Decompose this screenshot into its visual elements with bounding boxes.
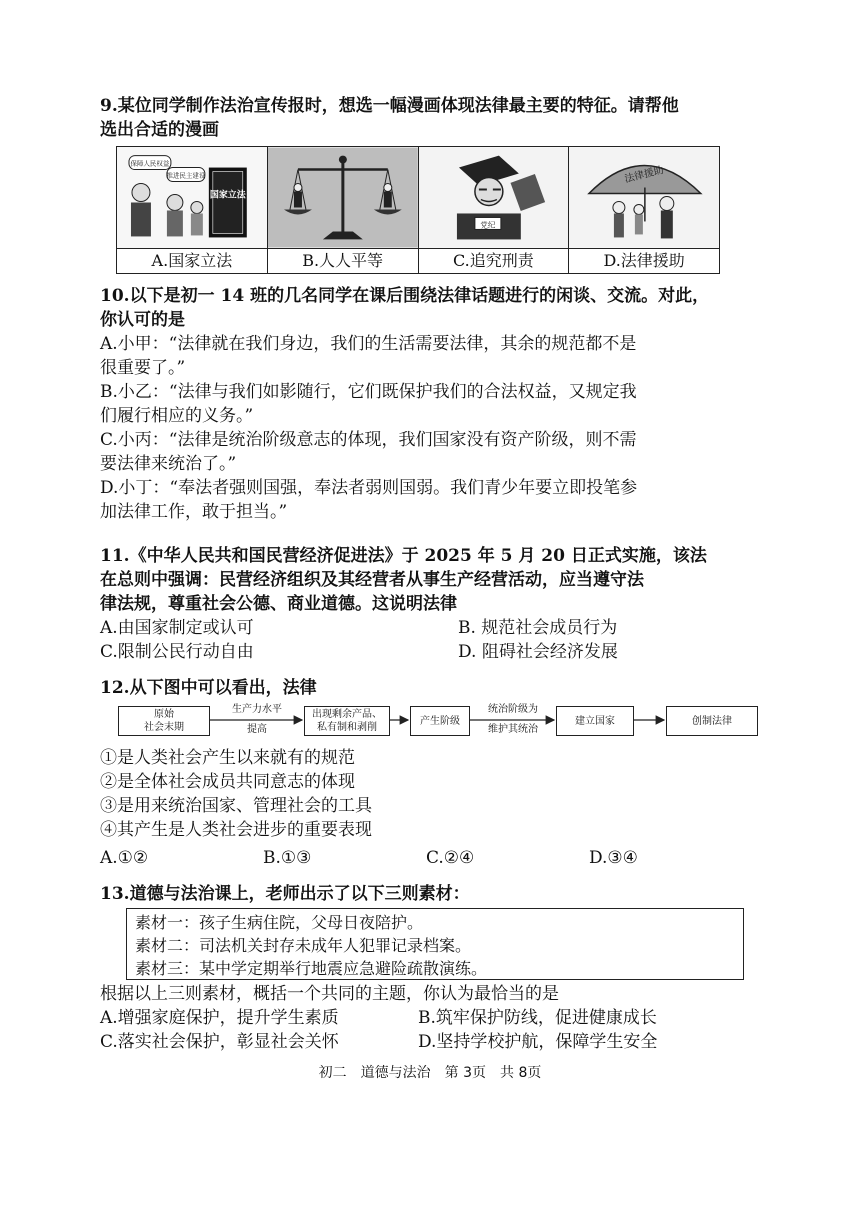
question-12-statement-2: ②是全体社会成员共同意志的体现 [100, 772, 355, 792]
comic-c-image [419, 147, 569, 249]
question-13-option-d: D.坚持学校护航，保障学生安全 [418, 1032, 658, 1052]
flow-box1-line2: 社会末期 [144, 722, 184, 733]
flow-box3-label: 产生阶级 [420, 715, 460, 727]
question-13-stem: 13.道德与法治课上，老师出示了以下三则素材： [100, 884, 470, 904]
question-10-stem-line1: 10.以下是初一 14 班的几名同学在课后围绕法律话题进行的闲谈、交流。对此， [100, 286, 710, 306]
comic-panel-b [268, 147, 419, 273]
question-9-stem-line1: 9.某位同学制作法治宣传报时，想选一幅漫画体现法律最主要的特征。请帮他 [100, 96, 679, 116]
question-13-materials-box [126, 908, 744, 980]
comic-a-book-title: 国家立法 [209, 190, 246, 201]
question-10-option-b-line1: B.小乙：“法律与我们如影随行，它们既保护我们的合法权益，又规定我 [100, 382, 637, 402]
option-d-caption: D.法律援助 [603, 251, 685, 270]
question-10 [100, 284, 760, 524]
option-a-caption: A.国家立法 [151, 251, 233, 270]
comic-a-bubble1: 保障人民权益 [130, 159, 170, 168]
option-b-caption: B.人人平等 [302, 251, 384, 270]
flow-box-state [556, 706, 634, 736]
comic-a-bubble2: 推进民主建设 [166, 171, 206, 180]
flow-box-primitive-society [118, 706, 210, 736]
question-12-statements [100, 746, 760, 870]
question-13-options-row2 [100, 1030, 760, 1054]
comic-strip [116, 146, 720, 274]
comic-a-drawing [117, 147, 267, 248]
comic-panel-c [419, 147, 570, 273]
question-11-stem-line3: 律法规，尊重社会公德、商业道德。这说明法律 [100, 594, 457, 614]
comic-d-umbrella-text: 法律援助 [623, 164, 666, 186]
question-12-option-c: C.②④ [426, 848, 475, 868]
question-12-stem: 12.从下图中可以看出，法律 [100, 678, 317, 698]
question-11-stem-line1: 11.《中华人民共和国民营经济促进法》于 2025 年 5 月 20 日正式实施，该法 [100, 546, 707, 566]
question-13-body [100, 982, 760, 1054]
question-11 [100, 544, 760, 664]
question-12-options [100, 846, 760, 870]
comic-c-drawing [419, 147, 569, 248]
question-13-options-row1 [100, 1006, 760, 1030]
flow-arrow1-top-label: 生产力水平 [232, 704, 282, 715]
comic-a-image [117, 147, 267, 249]
question-13 [100, 882, 760, 906]
question-12-statement-4: ④其产生是人类社会进步的重要表现 [100, 820, 372, 840]
flow-box5-label: 创制法律 [692, 715, 732, 727]
question-11-option-b: B. 规范社会成员行为 [458, 618, 618, 638]
question-12-statement-3: ③是用来统治国家、管理社会的工具 [100, 796, 372, 816]
comic-b-drawing [268, 147, 418, 248]
question-13-material-1: 素材一：孩子生病住院，父母日夜陪护。 [135, 913, 424, 932]
question-12-option-a: A.①② [100, 848, 149, 868]
question-12-option-b: B.①③ [263, 848, 312, 868]
question-13-material-2: 素材二：司法机关封存未成年人犯罪记录档案。 [135, 936, 472, 955]
question-12 [100, 676, 760, 700]
comic-c-desk-label: 党纪 [479, 220, 495, 230]
flow-box2-line1: 出现剩余产品、 [312, 709, 382, 720]
flow-arrow3-bottom-label: 维护其统治 [488, 724, 538, 735]
question-12-option-d: D.③④ [589, 848, 638, 868]
option-c-caption: C.追究刑责 [452, 251, 534, 270]
question-11-options-row2 [100, 640, 760, 664]
question-11-option-c: C.限制公民行动自由 [100, 642, 254, 662]
comic-panel-d [569, 147, 719, 273]
flow-box-private-ownership [304, 706, 390, 736]
comic-b-image [268, 147, 418, 249]
flow-box2-line2: 私有制和剥削 [317, 722, 377, 733]
question-13-ask: 根据以上三则素材，概括一个共同的主题，你认为最恰当的是 [100, 984, 559, 1004]
question-13-option-c: C.落实社会保护，彰显社会关怀 [100, 1032, 339, 1052]
comic-d-image [569, 147, 719, 249]
question-10-option-b-line2: 们履行相应的义务。” [100, 406, 254, 426]
flow-arrow3-top-label: 统治阶级为 [488, 704, 538, 715]
question-10-option-a-line1: A.小甲：“法律就在我们身边，我们的生活需要法律，其余的规范都不是 [100, 334, 637, 354]
question-13-material-3: 素材三：某中学定期举行地震应急避险疏散演练。 [135, 959, 488, 978]
question-10-option-d-line2: 加法律工作，敢于担当。” [100, 502, 288, 522]
question-10-option-d-line1: D.小丁：“奉法者强则国强，奉法者弱则国弱。我们青少年要立即投笔参 [100, 478, 638, 498]
flow-box-classes [410, 706, 470, 736]
flow-box1-line1: 原始 [154, 709, 174, 720]
question-10-stem-line2: 你认可的是 [100, 310, 185, 330]
question-10-option-c-line2: 要法律来统治了。” [100, 454, 237, 474]
question-10-option-a-line2: 很重要了。” [100, 358, 186, 378]
question-10-option-c-line1: C.小丙：“法律是统治阶级意志的体现，我们国家没有资产阶级，则不需 [100, 430, 637, 450]
law-origin-flow-diagram [118, 702, 758, 744]
question-12-statement-1: ①是人类社会产生以来就有的规范 [100, 748, 355, 768]
flow-arrow1-bottom-label: 提高 [247, 724, 267, 735]
question-13-option-a: A.增强家庭保护，提升学生素质 [100, 1008, 339, 1028]
flow-box4-label: 建立国家 [575, 715, 615, 727]
question-11-stem-line2: 在总则中强调：民营经济组织及其经营者从事生产经营活动，应当遵守法 [100, 570, 644, 590]
question-11-option-a: A.由国家制定或认可 [100, 618, 254, 638]
flow-box-law [666, 706, 758, 736]
question-13-option-b: B.筑牢保护防线，促进健康成长 [418, 1008, 657, 1028]
question-11-options-row1 [100, 616, 760, 640]
question-11-option-d: D. 阻碍社会经济发展 [458, 642, 618, 662]
question-9 [100, 94, 760, 142]
page-footer: 初二 道德与法治 第 3页 共 8页 [318, 1065, 542, 1081]
comic-panel-a [117, 147, 268, 273]
comic-d-drawing [569, 147, 719, 248]
question-9-stem-line2: 选出合适的漫画 [100, 120, 219, 140]
